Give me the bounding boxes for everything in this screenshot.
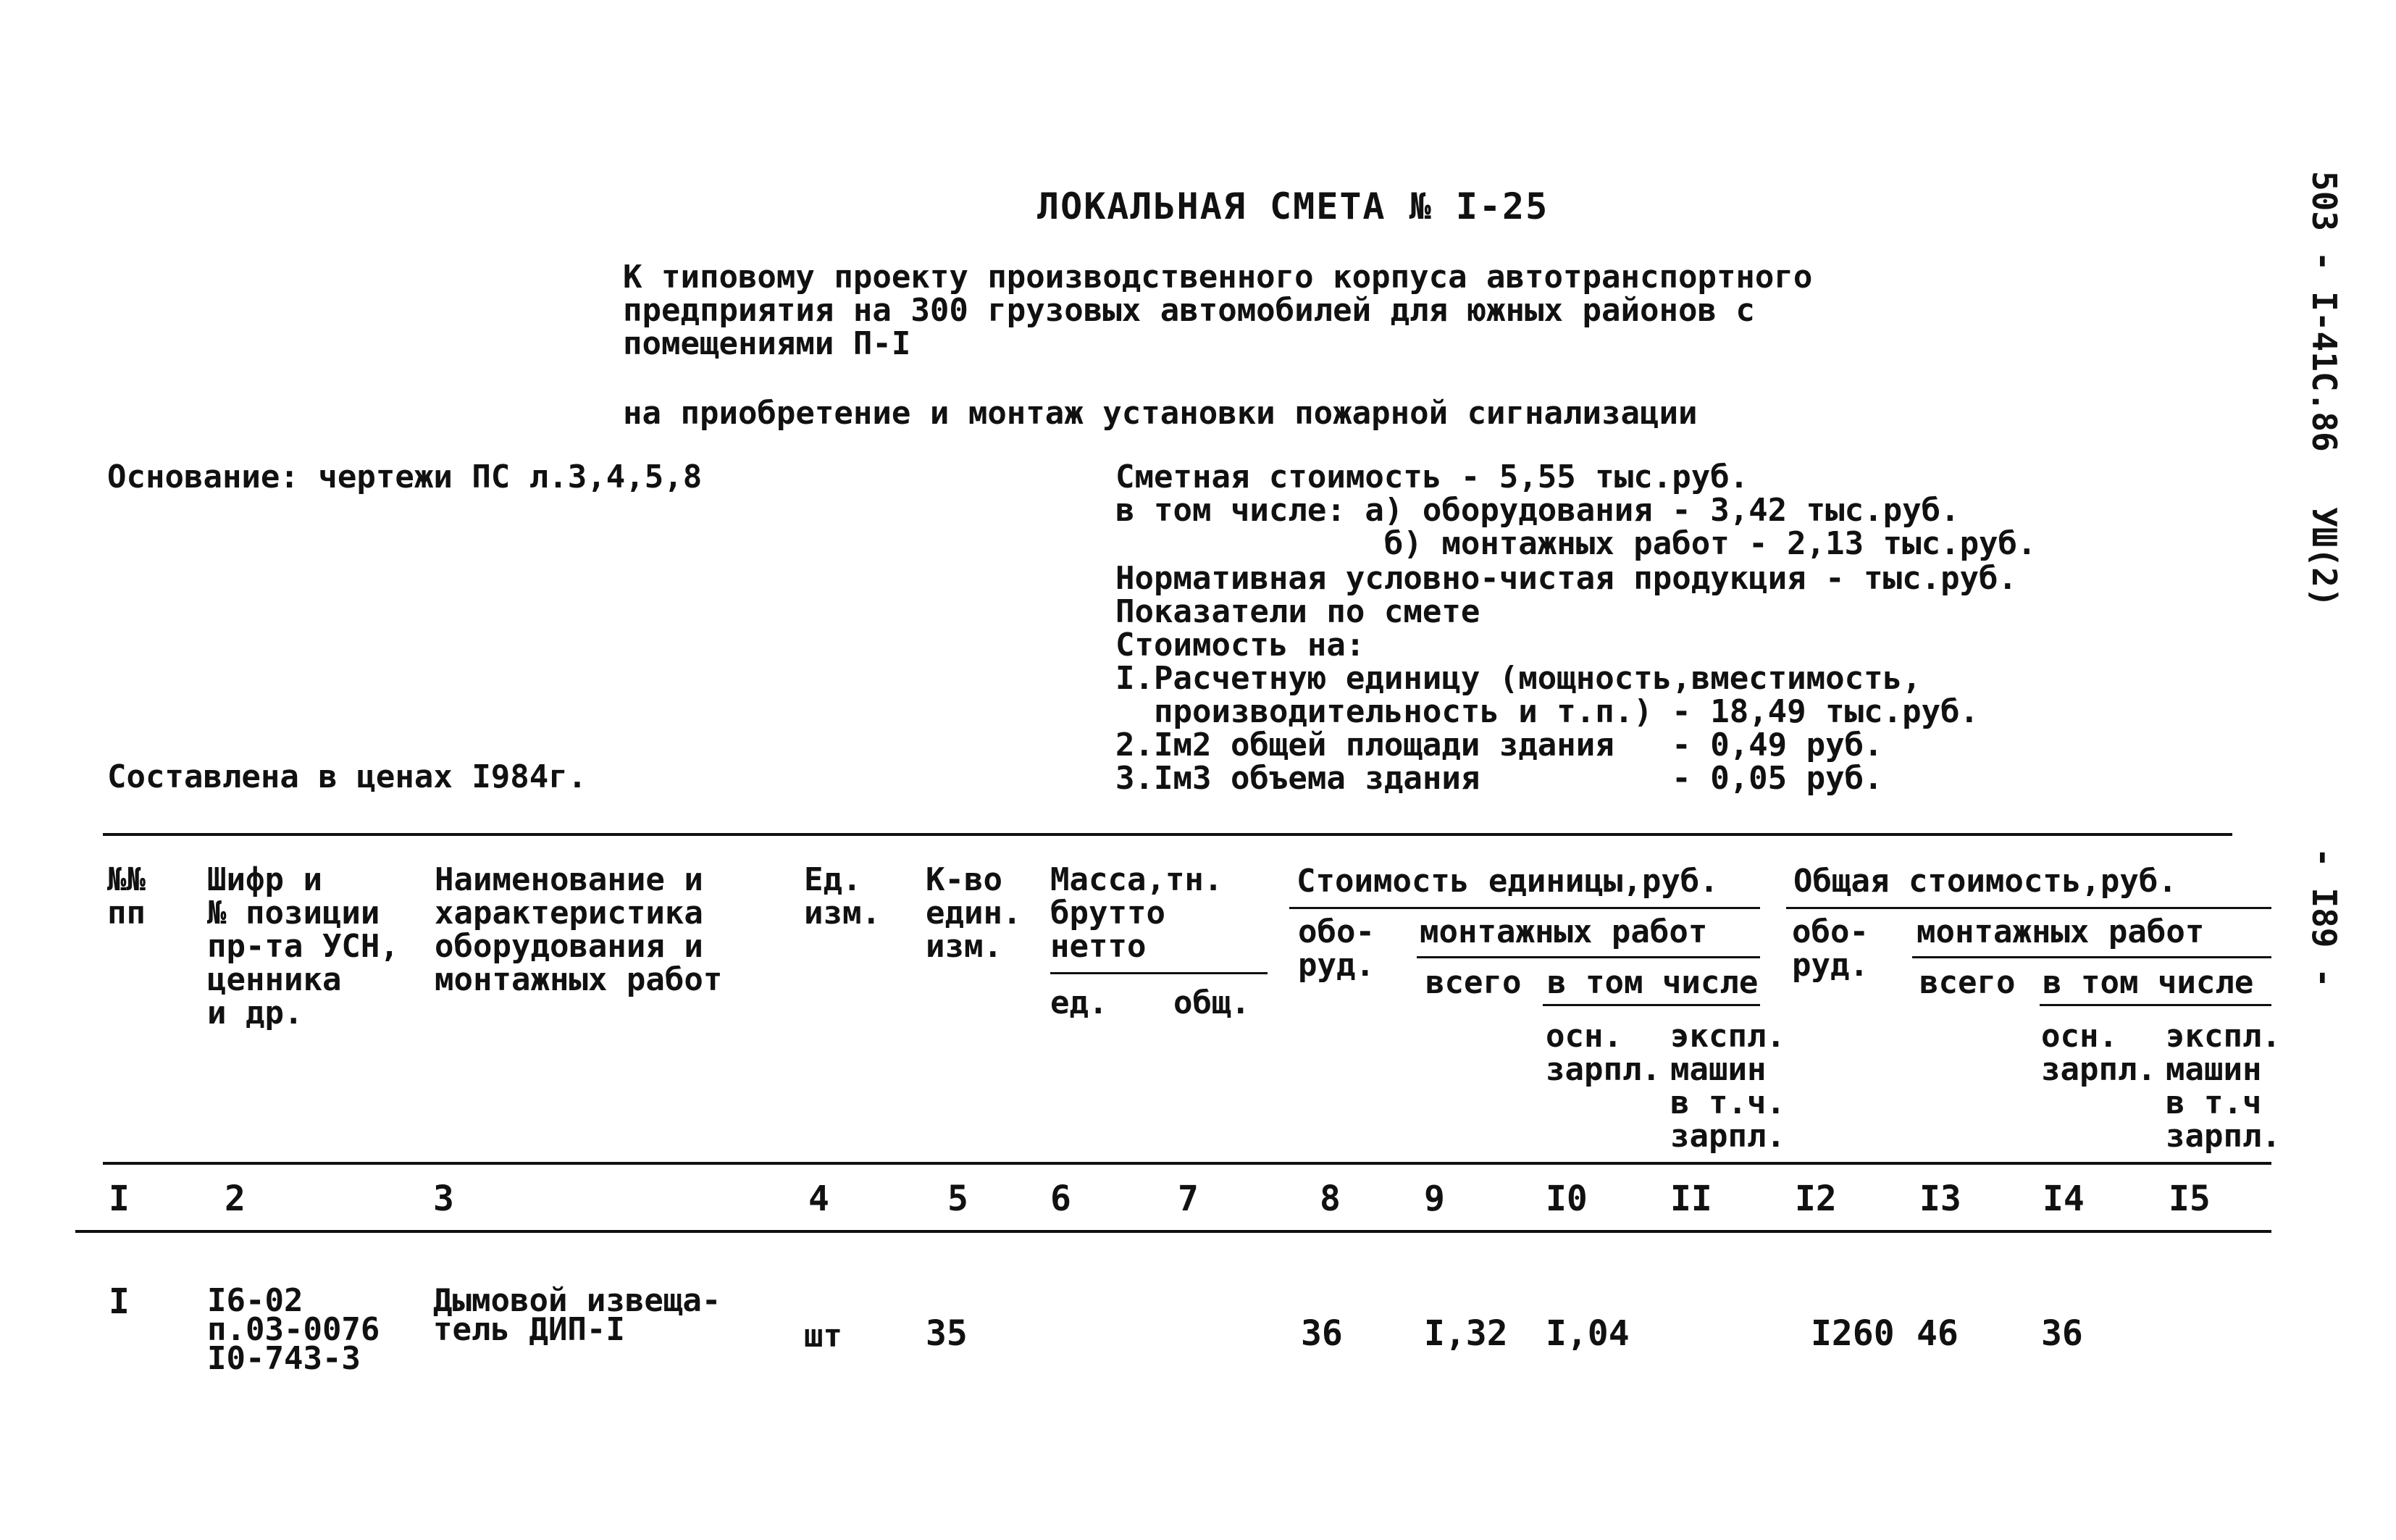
row-total-mount-all: 46: [1917, 1313, 1959, 1354]
row-name: Дымовой извеща- тель ДИП-I: [433, 1282, 721, 1348]
mount-rule-1: [1417, 956, 1760, 958]
summary-line: 3.Iм3 объема здания - 0,05 руб.: [1115, 760, 1883, 797]
column-number: 5: [947, 1179, 968, 1219]
side-album: УШ(2): [2305, 507, 2344, 608]
summary-line: Показатели по смете: [1115, 593, 1480, 630]
header-total-equipment: обо- руд.: [1792, 913, 1869, 984]
column-numbers-rule: [75, 1230, 2271, 1233]
column-number: 6: [1050, 1179, 1071, 1219]
column-number: 8: [1320, 1179, 1341, 1219]
header-unit-cost: Стоимость единицы,руб.: [1297, 863, 1719, 900]
project-line-2: предприятия на 300 грузовых автомобилей для южных районов с: [623, 292, 1755, 329]
project-line-3: помещениями П-I: [623, 325, 911, 362]
column-number: 7: [1178, 1179, 1199, 1219]
summary-line: Нормативная условно-чистая продукция - тыс.руб.: [1115, 560, 2018, 597]
header-total-mount-all: всего: [1919, 964, 2016, 1001]
summary-line: в том числе: а) оборудования - 3,42 тыс.руб.: [1115, 492, 1960, 529]
summary-line: б) монтажных работ - 2,13 тыс.руб.: [1115, 525, 2037, 562]
header-mass-total: общ.: [1173, 984, 1250, 1021]
header-unit-mount-incl: в том числе: [1547, 964, 1759, 1001]
column-number: I2: [1795, 1179, 1837, 1219]
summary-line: I.Расчетную единицу (мощность,вместимость,: [1115, 660, 1922, 697]
mass-rule: [1050, 972, 1268, 974]
column-number: I5: [2169, 1179, 2211, 1219]
document-title: ЛОКАЛЬНАЯ СМЕТА № I-25: [1037, 185, 1549, 227]
column-number: I3: [1919, 1179, 1961, 1219]
header-bottom-rule: [103, 1162, 2271, 1165]
row-quantity: 35: [926, 1313, 968, 1354]
side-code: 503 - I-41С.86: [2305, 171, 2344, 452]
header-unit-mounting: монтажных работ: [1420, 913, 1708, 950]
header-mass: Масса,тн. брутто нетто: [1050, 861, 1223, 965]
total-cost-rule: [1786, 907, 2271, 909]
row-unit: шт: [804, 1318, 842, 1355]
row-unit-mount-all: I,32: [1424, 1313, 1508, 1354]
header-mass-unit: ед.: [1050, 984, 1108, 1021]
header-code: Шифр и № позиции пр-та УСН, ценника и др.: [207, 861, 399, 1031]
header-total-cost: Общая стоимость,руб.: [1793, 863, 2177, 900]
row-number: I: [109, 1281, 130, 1322]
row-code: I6-02 п.03-0076 I0-743-3: [207, 1282, 380, 1377]
column-number: I4: [2043, 1179, 2085, 1219]
header-unit-equipment: обо- руд.: [1298, 913, 1375, 984]
column-number: 9: [1424, 1179, 1445, 1219]
header-unit: Ед. изм.: [804, 861, 881, 932]
column-number: I0: [1546, 1179, 1588, 1219]
summary-line: производительность и т.п.) - 18,49 тыс.руб.: [1115, 693, 1980, 730]
header-total-base-wage: осн. зарпл.: [2041, 1018, 2156, 1088]
header-quantity: К-во един. изм.: [926, 861, 1022, 965]
header-unit-machines: экспл. машин в т.ч. зарпл.: [1670, 1018, 1785, 1155]
header-total-machines: экспл. машин в т.ч зарпл.: [2166, 1018, 2281, 1155]
unit-cost-rule: [1289, 907, 1760, 909]
row-total-equipment: I260: [1811, 1313, 1895, 1354]
incl-rule-1: [1543, 1004, 1760, 1006]
mount-rule-2: [1912, 956, 2271, 958]
header-row-number: №№ пп: [107, 861, 146, 932]
header-total-mounting: монтажных работ: [1917, 913, 2205, 950]
column-number: 2: [225, 1179, 246, 1219]
column-number: I: [109, 1179, 130, 1219]
header-total-mount-incl: в том числе: [2043, 964, 2254, 1001]
header-unit-base-wage: осн. зарпл.: [1546, 1018, 1661, 1088]
header-name: Наименование и характеристика оборудования и монтажных работ: [435, 861, 723, 998]
column-number: II: [1670, 1179, 1712, 1219]
row-total-base-wage: 36: [2041, 1313, 2083, 1354]
summary-line: Сметная стоимость - 5,55 тыс.руб.: [1115, 459, 1749, 495]
column-number: 4: [808, 1179, 829, 1219]
estimate-subject: на приобретение и монтаж установки пожарной сигнализации: [623, 395, 1698, 432]
summary-line: 2.Iм2 общей площади здания - 0,49 руб.: [1115, 727, 1883, 763]
price-level: Составлена в ценах I984г.: [107, 758, 587, 795]
side-page-number: - I89 -: [2305, 848, 2344, 988]
project-line-1: К типовому проекту производственного корпуса автотранспортного: [623, 259, 1813, 296]
header-unit-mount-all: всего: [1425, 964, 1522, 1001]
row-unit-base-wage: I,04: [1546, 1313, 1630, 1354]
summary-line: Стоимость на:: [1115, 627, 1365, 664]
estimate-basis: Основание: чертежи ПС л.3,4,5,8: [107, 459, 703, 495]
table-top-rule: [103, 833, 2232, 836]
row-unit-equipment: 36: [1301, 1313, 1343, 1354]
incl-rule-2: [2040, 1004, 2271, 1006]
column-number: 3: [433, 1179, 454, 1219]
